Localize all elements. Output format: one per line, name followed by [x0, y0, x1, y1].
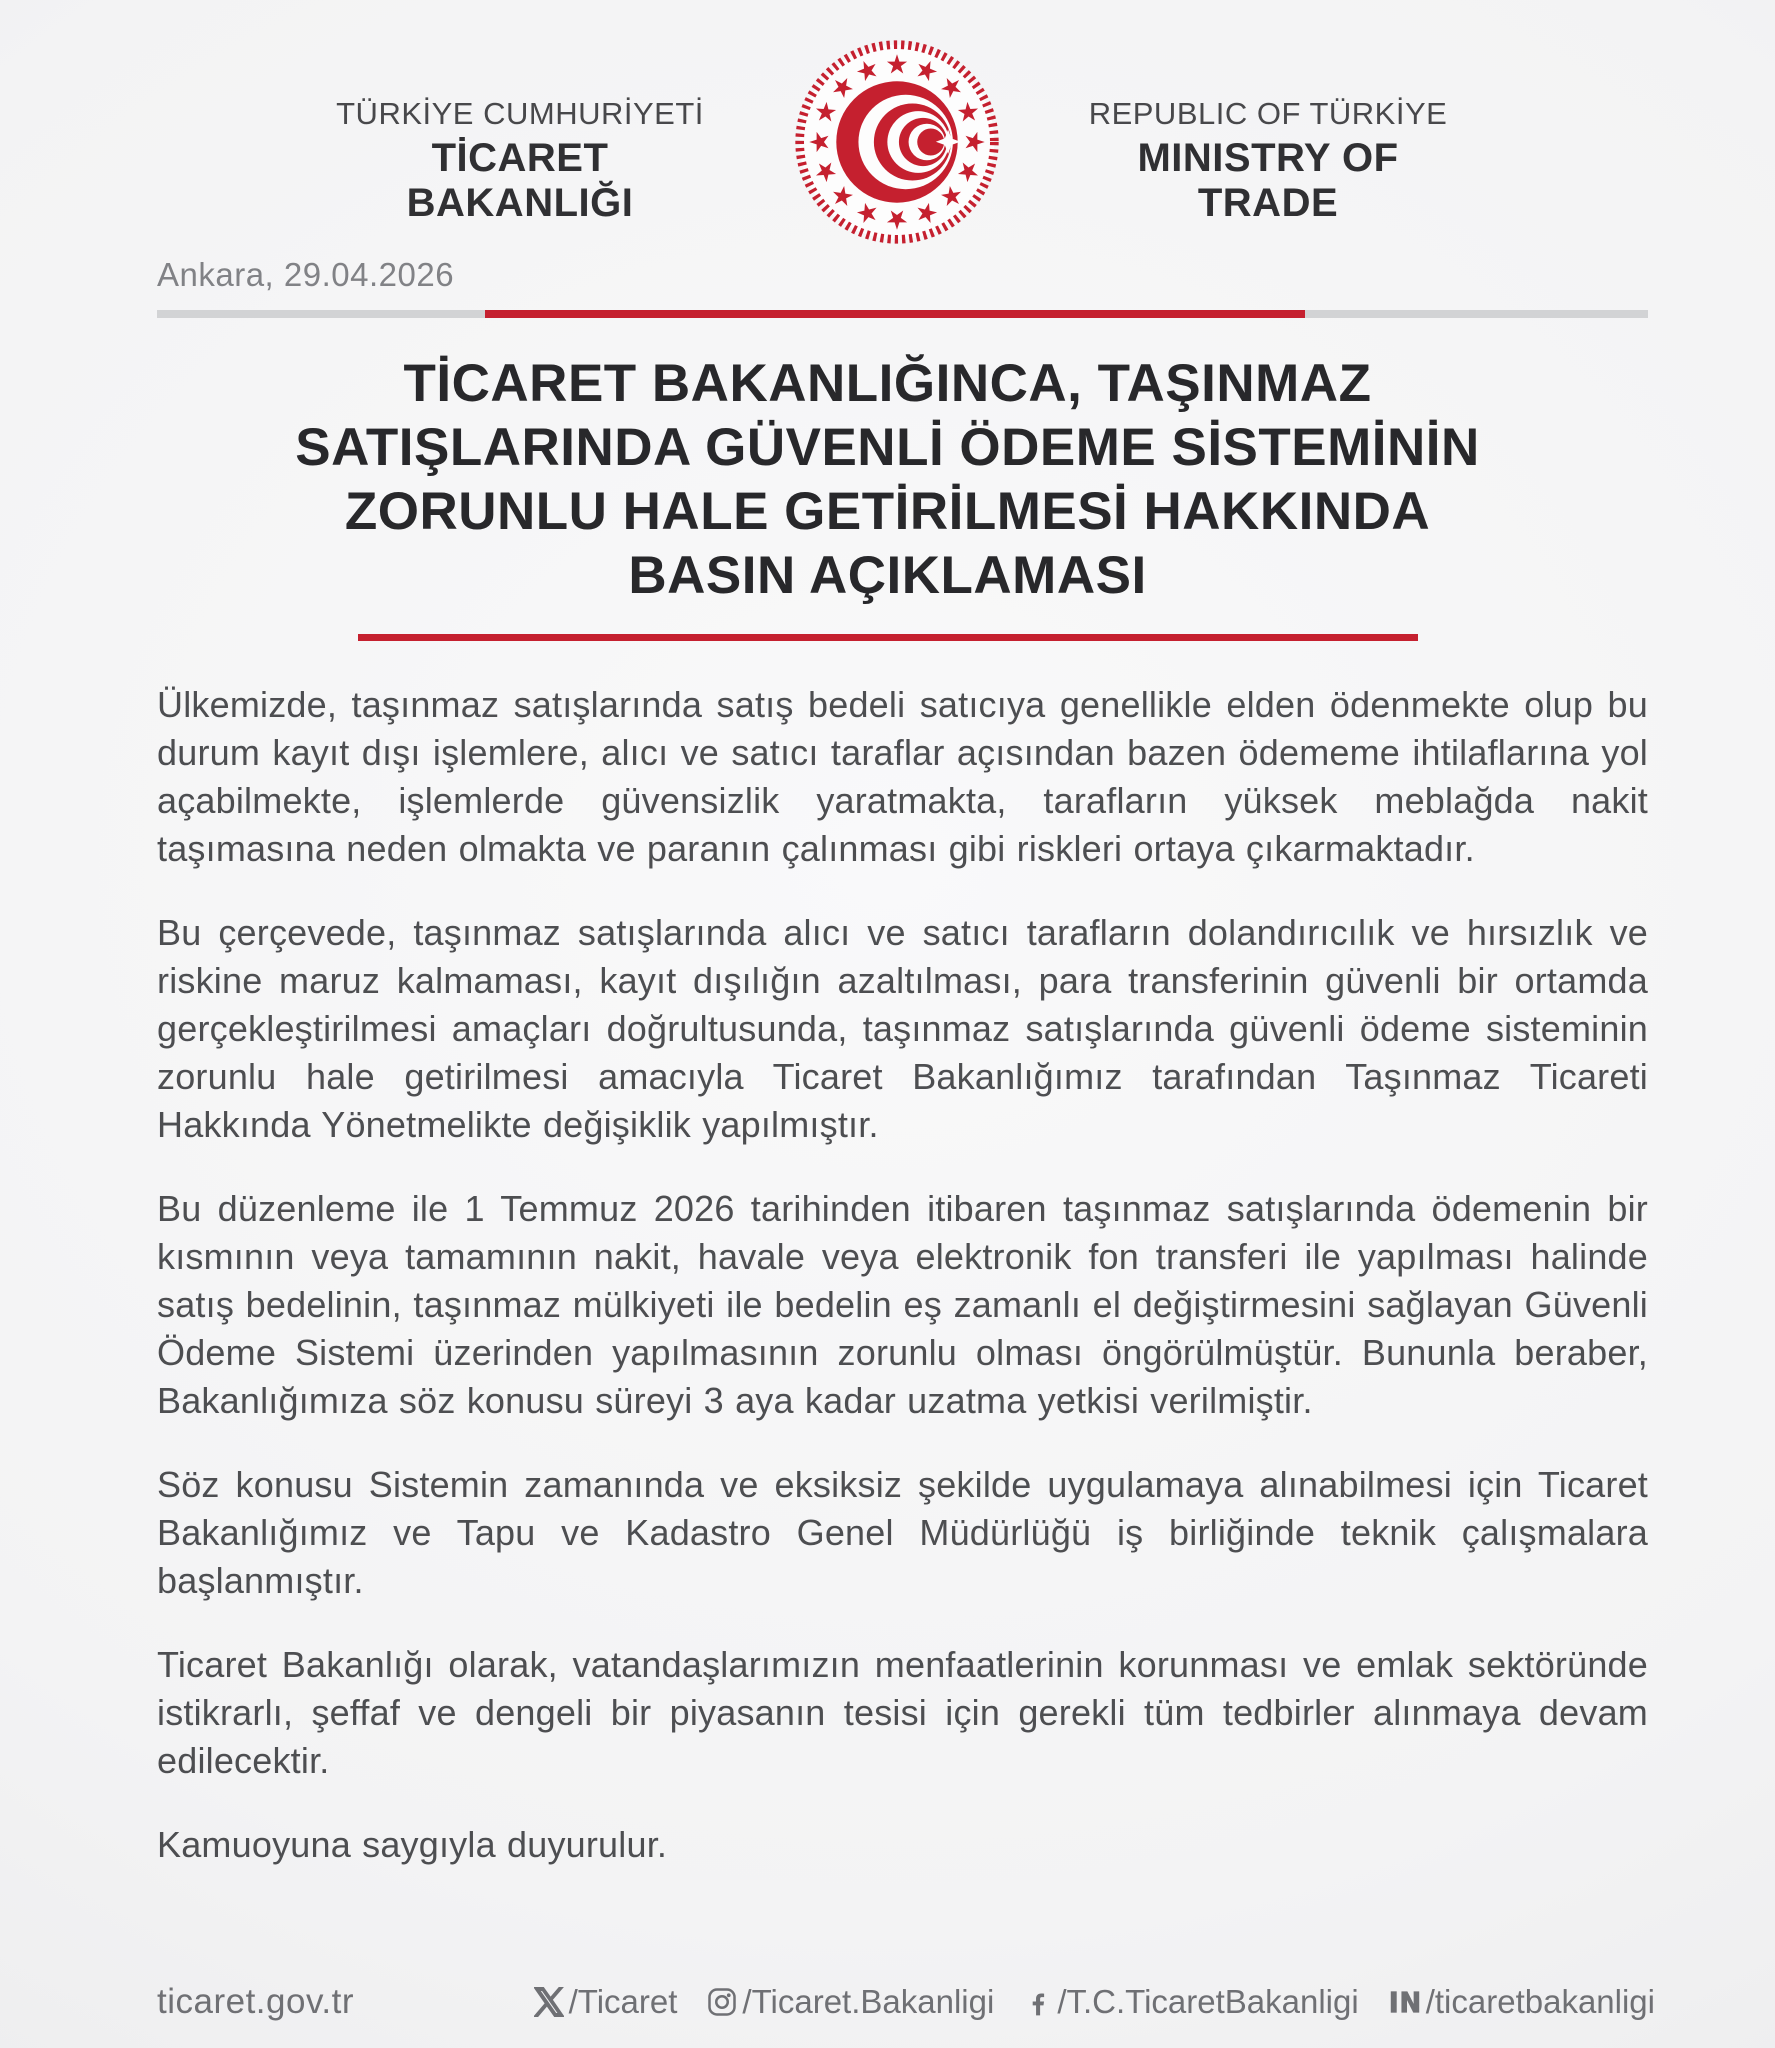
social-link-x[interactable]: [534, 1983, 678, 2021]
website-link[interactable]: ticaret.gov.tr: [157, 1982, 354, 2021]
social-handle: /Ticaret: [568, 1983, 678, 2020]
social-handle: /Ticaret.Bakanligi: [742, 1983, 995, 2020]
page-title: [0, 352, 1775, 608]
ministry-of-trade-logo-icon: [791, 36, 1003, 248]
x-icon: [534, 1987, 564, 2017]
instagram-icon: [707, 1987, 737, 2017]
social-handle: /T.C.TicaretBakanligi: [1057, 1983, 1359, 2020]
closing-line: Kamuoyuna saygıyla duyurulur.: [157, 1824, 668, 1865]
title-line: TİCARET BAKANLIĞINCA, TAŞINMAZ: [403, 354, 1372, 413]
footer: [157, 1982, 1655, 2022]
nsosyal-icon: [1389, 1987, 1421, 2017]
social-handle: /ticaretbakanligi: [1425, 1983, 1655, 2020]
header: [0, 0, 1775, 252]
org-tr-line1: TÜRKİYE CUMHURİYETİ: [336, 96, 704, 131]
paragraph: Bu düzenleme ile 1 Temmuz 2026 tarihinden itibaren taşınmaz satışlarında ödemenin bir kısmının veya tamamının nakit, havale veya elektronik fon transferi ile yapılması halinde satış bedelinin, taşınmaz mülkiyeti ile bedelin eş zamanlı el değiştirmesini sağlayan Güvenli Ödeme Sistemi üzerinden yapılmasının zorunlu olması öngörülmüştür. Bununla beraber, Bakanlığımıza söz konusu süreyi 3 aya kadar uzatma yetkisi verilmiştir.: [157, 1188, 1648, 1421]
press-release-body: [0, 641, 1775, 1869]
paragraph: Söz konusu Sistemin zamanında ve eksiksiz şekilde uygulamaya alınabilmesi için Ticaret Bakanlığımız ve Tapu ve Kadastro Genel Müdürlüğü iş birliğinde teknik çalışmalara başlanmıştır.: [157, 1464, 1648, 1601]
social-link-nsosyal[interactable]: [1389, 1983, 1655, 2021]
org-tr-line2: TİCARET BAKANLIĞI: [406, 136, 634, 225]
divider-bar: [157, 310, 1648, 318]
social-link-facebook[interactable]: [1024, 1983, 1358, 2021]
ministry-name-turkish: [322, 96, 718, 226]
paragraph: Ticaret Bakanlığı olarak, vatandaşlarımızın menfaatlerinin korunması ve emlak sektöründe istikrarlı, şeffaf ve dengeli bir piyasanın tesisi için gerekli tüm tedbirler alınmaya devam edilecektir.: [157, 1644, 1648, 1781]
org-en-line1: REPUBLIC OF TÜRKİYE: [1088, 96, 1448, 131]
social-links: [534, 1983, 1655, 2021]
title-underline: [358, 634, 1418, 641]
paragraph: Ülkemizde, taşınmaz satışlarında satış bedeli satıcıya genellikle elden ödenmekte olup bu durum kayıt dışı işlemlere, alıcı ve satıcı taraflar açısından bazen ödememe ihtilaflarına yol açabilmekte, işlemlerde güvensizlik yaratmakta, tarafların yüksek meblağda nakit taşımasına neden olmakta ve paranın çalınması gibi riskleri ortaya çıkarmaktadır.: [157, 684, 1648, 869]
org-en-line2: MINISTRY OF TRADE: [1137, 136, 1399, 225]
facebook-icon: [1024, 1988, 1052, 2016]
ministry-name-english: [1078, 96, 1458, 226]
title-line: SATIŞLARINDA GÜVENLİ ÖDEME SİSTEMİNİN: [295, 418, 1480, 477]
title-line: ZORUNLU HALE GETİRİLMESİ HAKKINDA: [344, 482, 1431, 541]
paragraph: Bu çerçevede, taşınmaz satışlarında alıcı ve satıcı tarafların dolandırıcılık ve hırsızlık ve riskine maruz kalmaması, kayıt dışılığın azaltılması, para transferinin güvenli bir ortamda gerçekleştirilmesi amaçları doğrultusunda, taşınmaz satışlarında güvenli ödeme sisteminin zorunlu hale getirilmesi amacıyla Ticaret Bakanlığımız tarafından Taşınmaz Ticareti Hakkında Yönetmelikte değişiklik yapılmıştır.: [157, 912, 1648, 1145]
title-line: BASIN AÇIKLAMASI: [628, 546, 1147, 605]
social-link-instagram[interactable]: [707, 1983, 994, 2021]
dateline: Ankara, 29.04.2026: [157, 256, 455, 293]
